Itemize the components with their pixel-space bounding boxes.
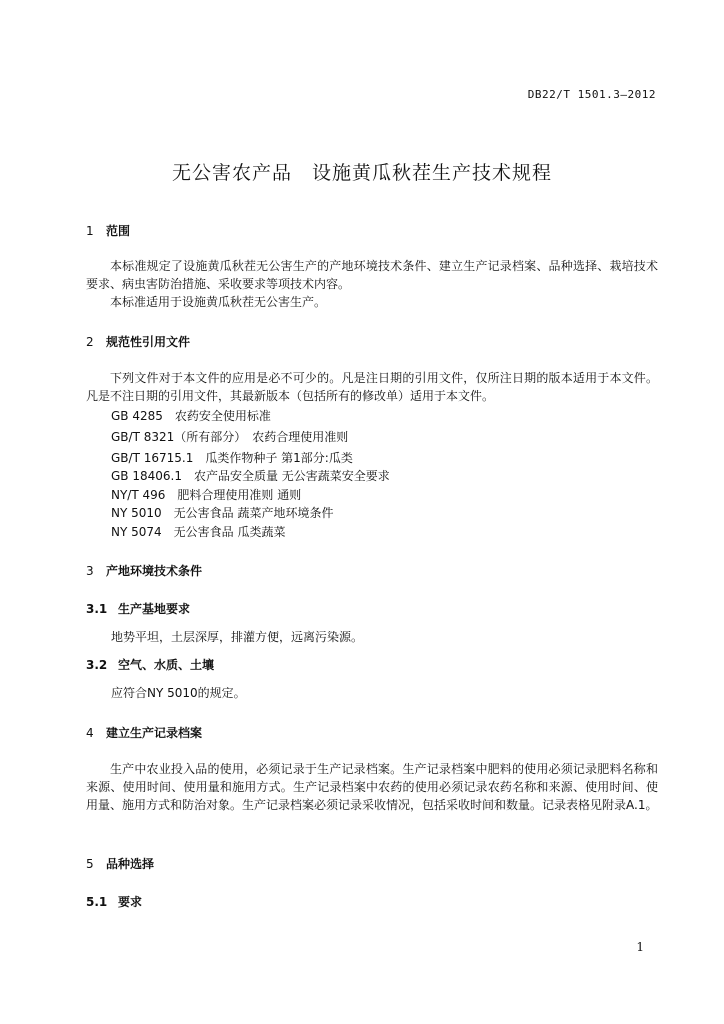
section-4-heading <box>86 724 202 741</box>
reference-item: NY/T 496 肥料合理使用准则 通则 <box>111 488 302 502</box>
page-number: 1 <box>636 940 644 954</box>
reference-item: GB 18406.1 农产品安全质量 无公害蔬菜安全要求 <box>111 469 390 483</box>
section-title: 品种选择 <box>106 857 155 871</box>
section-number: 1 <box>86 224 94 238</box>
section-number: 2 <box>86 335 94 349</box>
section-title: 建立生产记录档案 <box>106 726 203 740</box>
subsection-5-1-heading <box>86 893 142 910</box>
subsection-title: 要求 <box>118 895 143 909</box>
subsection-3-1-text: 地势平坦，土层深厚，排灌方便，远离污染源。 <box>111 630 364 644</box>
section-1-paragraph-2: 本标准适用于设施黄瓜秋茬无公害生产。 <box>110 295 327 309</box>
reference-item: GB 4285 农药安全使用标准 <box>111 409 271 423</box>
reference-item: GB/T 16715.1 瓜类作物种子 第1部分:瓜类 <box>111 451 353 465</box>
subsection-3-1-heading <box>86 600 190 617</box>
section-3-heading <box>86 562 202 579</box>
reference-item: GB/T 8321（所有部分） 农药合理使用准则 <box>111 430 349 444</box>
section-5-heading <box>86 855 154 872</box>
subsection-title: 空气、水质、土壤 <box>118 658 215 672</box>
section-1-heading <box>86 222 130 239</box>
section-number: 4 <box>86 726 94 740</box>
subsection-number: 3.2 <box>86 658 108 672</box>
section-1-paragraph-1: 本标准规定了设施黄瓜秋茬无公害生产的产地环境技术条件、建立生产记录档案、品种选择、栽培技术要求、病虫害防治措施、采收要求等项技术内容。 <box>86 259 658 291</box>
section-2-paragraph-1: 下列文件对于本文件的应用是必不可少的。凡是注日期的引用文件，仅所注日期的版本适用于本文件。凡是不注日期的引用文件，其最新版本（包括所有的修改单）适用于本文件。 <box>86 371 658 403</box>
subsection-3-2-heading <box>86 656 214 673</box>
section-title: 产地环境技术条件 <box>106 564 203 578</box>
reference-item: NY 5074 无公害食品 瓜类蔬菜 <box>111 525 286 539</box>
section-4-paragraph-1: 生产中农业投入品的使用，必须记录于生产记录档案。生产记录档案中肥料的使用必须记录肥料名称和来源、使用时间、使用量和施用方式。生产记录档案中农药的使用必须记录农药名称和来源、使用时间、使用量、施用方式和防治对象。生产记录档案必须记录采收情况，包括采收时间和数量。记录表格见附录A.1。 <box>86 762 658 812</box>
section-number: 5 <box>86 857 94 871</box>
section-number: 3 <box>86 564 94 578</box>
subsection-title: 生产基地要求 <box>118 602 191 616</box>
section-title: 范围 <box>106 224 131 238</box>
subsection-number: 3.1 <box>86 602 108 616</box>
subsection-3-2-text: 应符合NY 5010的规定。 <box>111 686 246 700</box>
document-title: 无公害农产品 设施黄瓜秋茬生产技术规程 <box>171 162 552 184</box>
subsection-number: 5.1 <box>86 895 108 909</box>
section-2-heading <box>86 333 190 350</box>
standard-code: DB22/T 1501.3—2012 <box>527 88 656 101</box>
reference-item: NY 5010 无公害食品 蔬菜产地环境条件 <box>111 506 334 520</box>
section-title: 规范性引用文件 <box>106 335 191 349</box>
